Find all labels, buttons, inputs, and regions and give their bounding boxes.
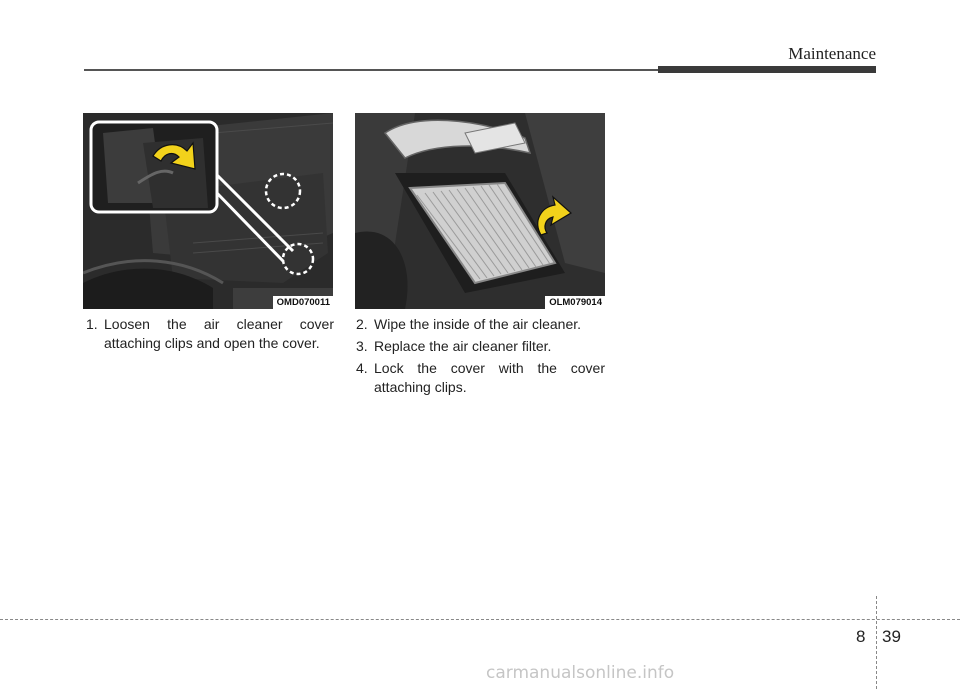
watermark: carmanualsonline.info — [486, 663, 675, 683]
steps-right-column — [356, 315, 605, 400]
step-text: Loosen the air cleaner cover attaching clips and open the cover. — [104, 316, 334, 351]
steps-left-column — [86, 315, 334, 356]
filter-illustration — [355, 113, 605, 309]
figure-filter-replacement — [355, 113, 605, 309]
step-item — [356, 315, 605, 334]
step-number: 3. — [356, 338, 368, 354]
header-rule-accent — [658, 66, 876, 73]
step-number: 4. — [356, 360, 368, 376]
page-number: 39 — [882, 627, 901, 646]
step-number: 2. — [356, 316, 368, 332]
step-text: Lock the cover with the cover attaching clips. — [374, 360, 605, 395]
figure-code: OLM079014 — [545, 296, 605, 309]
chapter-number: 8 — [856, 627, 866, 646]
header-rule — [84, 69, 660, 71]
step-text: Replace the air cleaner filter. — [374, 338, 552, 354]
footer-divider — [876, 596, 877, 689]
footer-rule — [0, 619, 960, 620]
figure-air-cleaner-clips — [83, 113, 333, 309]
step-text: Wipe the inside of the air cleaner. — [374, 316, 582, 332]
section-title: Maintenance — [788, 44, 876, 63]
step-item — [356, 337, 605, 356]
step-number: 1. — [86, 316, 98, 332]
engine-bay-illustration — [83, 113, 333, 309]
step-item — [356, 359, 605, 397]
figure-code: OMD070011 — [273, 296, 333, 309]
step-item — [86, 315, 334, 353]
